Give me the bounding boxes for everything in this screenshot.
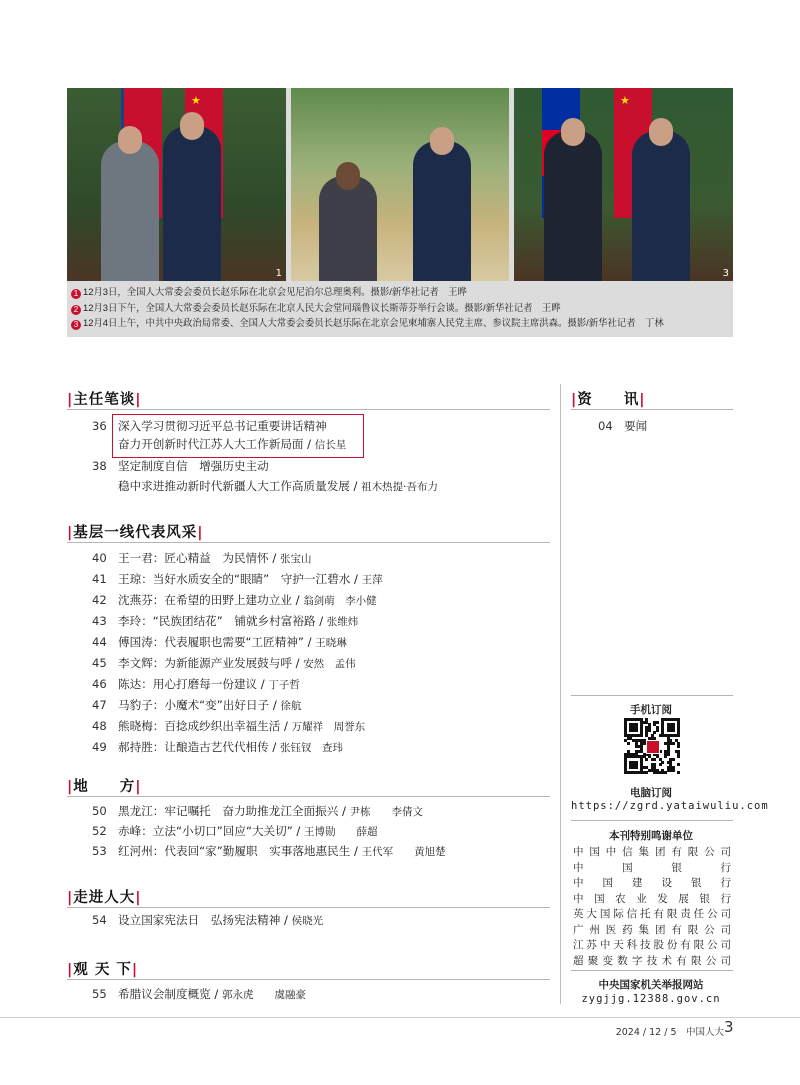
section-title-local: |地 方|	[67, 779, 142, 795]
photo-number: 1	[275, 268, 282, 279]
entry-title: 红河州：代表回“家”勤履职 实事落地惠民生 /	[118, 844, 358, 858]
entry-title: 希腊议会制度概览 /	[118, 987, 219, 1001]
qr-module	[664, 755, 667, 758]
toc-entry[interactable]	[92, 437, 346, 453]
entry-author: 安然 孟伟	[303, 658, 356, 670]
entry-author: 王萍	[361, 574, 383, 586]
qr-module	[677, 745, 680, 748]
toc-entry[interactable]	[92, 824, 378, 840]
qr-logo	[646, 740, 660, 754]
qr-module	[672, 729, 675, 732]
caption-number: 1	[71, 289, 81, 299]
entry-title: 赤峰：立法“小切口”回应“大关切” /	[118, 824, 301, 838]
qr-module	[677, 771, 680, 774]
toc-entry[interactable]	[92, 698, 301, 714]
toc-entry[interactable]	[92, 635, 347, 651]
entry-title: 黑龙江：牢记嘱托 奋力助推龙江全面振兴 /	[118, 804, 346, 818]
footer-rule	[0, 1017, 800, 1018]
sponsor-item: 中国中信集团有限公司	[573, 846, 731, 858]
photo-3	[514, 88, 733, 281]
entry-page: 46	[92, 677, 107, 691]
section-rule	[67, 542, 550, 543]
entry-page: 50	[92, 804, 107, 818]
person-head	[430, 127, 454, 155]
entry-title: 要闻	[624, 419, 648, 433]
entry-page: 41	[92, 572, 107, 586]
entry-title: 陈达：用心打磨每一份建议 /	[118, 677, 265, 691]
caption-number: 2	[71, 305, 81, 315]
qr-module	[635, 766, 638, 769]
entry-page: 53	[92, 844, 107, 858]
sponsor-item: 广州医药集团有限公司	[573, 923, 731, 936]
photo-2	[291, 88, 509, 281]
person	[413, 141, 471, 281]
entry-title: 坚定制度自信 增强历史主动	[118, 459, 269, 473]
photo-1	[67, 88, 286, 281]
mobile-subscribe-label: 手机订阅	[630, 704, 672, 716]
toc-entry[interactable]	[92, 804, 423, 820]
section-rule	[67, 979, 550, 980]
entry-author: 张维炜	[326, 616, 359, 628]
photo-strip	[67, 88, 733, 337]
person-head	[561, 118, 585, 146]
entry-title: 傅国涛：代表履职也需要“工匠精神” /	[118, 635, 312, 649]
photo-number: 3	[722, 268, 729, 279]
person	[319, 176, 377, 281]
china-flag: ★	[185, 88, 223, 218]
toc-entry[interactable]	[92, 677, 300, 693]
entry-title: 王一君：匠心精益 为民情怀 /	[118, 551, 277, 565]
report-site-url[interactable]: zygjjg.12388.gov.cn	[581, 993, 721, 1005]
entry-page: 44	[92, 635, 107, 649]
entry-page: 40	[92, 551, 107, 565]
entry-title: 郝持胜：让酿造古艺代代相传 /	[118, 740, 277, 754]
qr-module	[672, 758, 675, 761]
entry-author: 翁剑萌 李小健	[303, 595, 377, 607]
person-head	[118, 126, 142, 154]
entry-author: 祖木热提·吾布力	[361, 481, 438, 493]
entry-author: 侯晓光	[291, 915, 324, 927]
entry-title: 李玲：“民族团结花” 铺就乡村富裕路 /	[118, 614, 324, 628]
entry-author: 郭永虎 虞融豪	[222, 989, 307, 1001]
qr-module	[635, 729, 638, 732]
sponsor-item: 中国农业发展银行	[573, 892, 731, 905]
sponsor-item: 中国银行	[573, 861, 731, 874]
entry-title: 设立国家宪法日 弘扬宪法精神 /	[118, 913, 288, 927]
photo-captions	[71, 284, 729, 331]
sponsor-title: 本刊特别鸣谢单位	[609, 830, 693, 842]
entry-title: 熊晓梅：百捻成纱织出幸福生活 /	[118, 719, 288, 733]
sponsor-item: 英大国际信托有限责任公司	[573, 908, 731, 920]
person-head	[649, 118, 673, 146]
entry-title: 马豹子：小魔术“变”出好日子 /	[118, 698, 277, 712]
page-number: 3	[724, 1018, 734, 1036]
qr-module	[667, 753, 670, 756]
toc-entry[interactable]: 38 坚定制度自信 增强历史主动	[92, 459, 269, 473]
qr-module	[645, 758, 648, 761]
section-rule	[67, 796, 550, 797]
section-rule	[571, 409, 733, 410]
qr-module	[656, 721, 659, 724]
entry-author: 丁子哲	[268, 679, 300, 691]
caption	[71, 300, 729, 316]
qr-module	[677, 755, 680, 758]
entry-title: 沈燕芬：在希望的田野上建功立业 /	[118, 593, 300, 607]
qr-module	[661, 761, 664, 764]
qr-module	[677, 734, 680, 737]
sidebar-rule	[571, 970, 733, 971]
pc-subscribe-url[interactable]: https://zgrd.yataiwuliu.com	[571, 800, 769, 812]
sponsor-item: 江苏中天科技股份有限公司	[573, 939, 731, 951]
pc-subscribe-label: 电脑订阅	[630, 787, 672, 799]
person	[163, 126, 221, 281]
entry-author: 王代军 黄旭楚	[361, 846, 446, 858]
entry-author: 张钰钗 查玮	[280, 742, 343, 754]
entry-page: 43	[92, 614, 107, 628]
caption	[71, 315, 729, 331]
qr-module	[627, 742, 630, 745]
entry-page: 45	[92, 656, 107, 670]
qr-code[interactable]	[624, 718, 680, 774]
section-rule	[67, 907, 550, 908]
entry-title: 深入学习贯彻习近平总书记重要讲话精神	[118, 419, 327, 433]
toc-entry[interactable]	[92, 719, 365, 735]
section-title-news: |资 讯|	[571, 392, 646, 408]
qr-module	[659, 763, 662, 766]
qr-module	[645, 771, 648, 774]
sponsor-item: 超聚变数字技术有限公司	[573, 954, 731, 967]
person-head	[336, 162, 360, 190]
photo-row	[67, 88, 733, 281]
report-site-title: 中央国家机关举报网站	[598, 979, 704, 991]
toc-entry[interactable]: 55 希腊议会制度概览 / 郭永虎 虞融豪	[92, 987, 307, 1001]
entry-author: 尹栋 李倩文	[349, 806, 424, 818]
toc-entry[interactable]	[92, 479, 438, 495]
qr-module	[672, 742, 675, 745]
footer-issue: 2024 / 12 / 5 中国人大	[615, 1027, 724, 1038]
section-title-director: |主任笔谈|	[67, 392, 142, 408]
sponsor-item: 中国建设银行	[573, 877, 731, 889]
entry-author: 徐航	[280, 700, 302, 712]
entry-author: 万耀祥 周誉东	[291, 721, 366, 733]
entry-title: 李文辉：为新能源产业发展鼓与呼 /	[118, 656, 300, 670]
entry-page: 47	[92, 698, 107, 712]
entry-page: 49	[92, 740, 107, 754]
section-title-grassroots: |基层一线代表风采|	[67, 525, 204, 541]
entry-title: 王琼：当好水质安全的“眼睛” 守护一江碧水 /	[118, 572, 358, 586]
entry-page: 52	[92, 824, 107, 838]
section-rule	[67, 409, 550, 410]
entry-page: 42	[92, 593, 107, 607]
qr-module	[653, 758, 656, 761]
qr-module	[677, 763, 680, 766]
qr-module	[648, 729, 651, 732]
caption-text: 12月4日上午，中共中央政治局常委、全国人大常委会委员长赵乐际在北京会见柬埔寨人民党主席、参议院主席洪森。摄影/新华社记者 丁林	[83, 317, 664, 328]
person-head	[180, 112, 204, 140]
toc-entry[interactable]	[92, 551, 312, 567]
qr-module	[672, 769, 675, 772]
entry-author: 信长星	[314, 439, 347, 451]
entry-title: 奋力开创新时代江苏人大工作新局面 /	[118, 437, 312, 451]
person	[632, 131, 690, 281]
toc-entry[interactable]: 36 深入学习贯彻习近平总书记重要讲话精神	[92, 419, 327, 433]
entry-author: 王博勋 薛超	[304, 826, 378, 838]
qr-module	[664, 771, 667, 774]
caption	[71, 284, 729, 300]
entry-page: 48	[92, 719, 107, 733]
qr-module	[640, 734, 643, 737]
entry-author: 王晓琳	[315, 637, 347, 649]
toc-entry[interactable]	[92, 572, 383, 588]
toc-entry[interactable]	[92, 844, 446, 860]
toc-entry[interactable]	[92, 593, 377, 609]
section-title-world: |观 天 下|	[67, 962, 139, 978]
column-divider	[560, 384, 561, 1004]
person	[101, 141, 159, 281]
section-title-npc: |走进人大|	[67, 890, 142, 906]
qr-module	[653, 731, 656, 734]
sidebar-rule	[571, 820, 733, 821]
toc-entry[interactable]: 04 要闻	[598, 419, 648, 433]
toc-entry[interactable]	[92, 614, 358, 630]
caption-text: 12月3日，全国人大常委会委员长赵乐际在北京会见尼泊尔总理奥利。摄影/新华社记者 王晔	[83, 286, 467, 297]
caption-number: 3	[71, 320, 81, 330]
entry-author: 张宝山	[280, 553, 312, 565]
qr-module	[656, 729, 659, 732]
person	[544, 131, 602, 281]
china-flag: ★	[614, 88, 652, 218]
sidebar-rule	[571, 695, 733, 696]
toc-entry[interactable]	[92, 656, 356, 672]
entry-title: 稳中求进推动新时代新疆人大工作高质量发展 /	[118, 479, 358, 493]
toc-entry[interactable]	[92, 740, 343, 756]
toc-entry[interactable]: 54 设立国家宪法日 弘扬宪法精神 / 侯晓光	[92, 913, 324, 927]
caption-text: 12月3日下午，全国人大常委会委员长赵乐际在北京人民大会堂同瑙鲁议长斯蒂芬举行会谈。摄影/新华社记者 王晔	[83, 301, 561, 313]
